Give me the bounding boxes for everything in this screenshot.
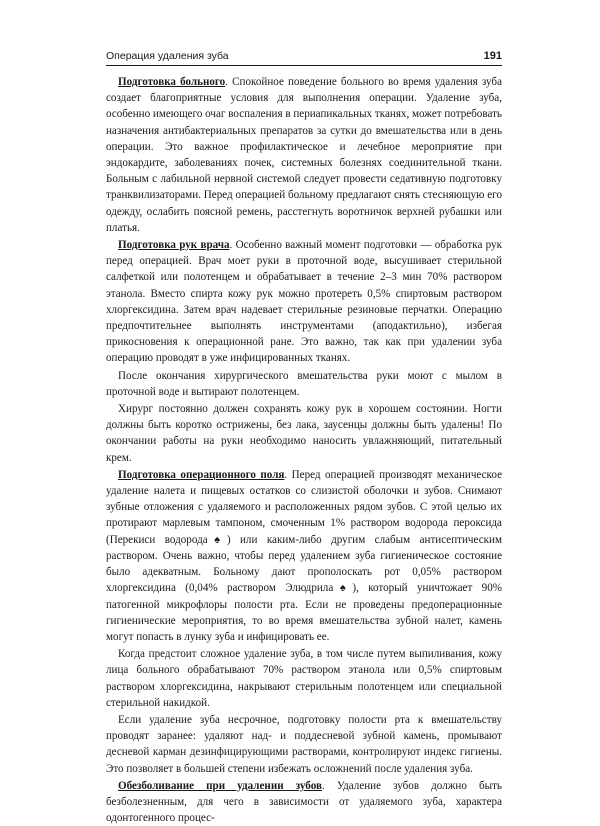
- paragraph-text: После окончания хирургического вмешательства руки моют с мылом в проточной воде и вытирают полотенцем.: [106, 369, 502, 398]
- paragraph-text: . Особенно важный момент подготовки — обработка рук перед операцией. Врач моет руки в проточной воде, высушивает стерильной салфеткой или полотенцем и обрабатывает в течение 2–3 мин 70% раствором этанола. Вместо спирта кожу рук можно протереть 0,5% спиртовым раствором хлоргексидина. Затем врач надевает стерильные резиновые перчатки. Операцию предпочтительнее выполнять инструментами (аподактильно), избегая прикосновения к операционной ране. Это важно, так как при удалении зуба операцию проводят в уже инфицированных тканях.: [106, 239, 502, 365]
- paragraph-patient-preparation: [106, 74, 502, 236]
- paragraph-text: Когда предстоит сложное удаление зуба, в том числе путем выпиливания, кожу лица больного обрабатывают 70% раствором этанола или 0,5% спиртовым раствором хлоргексидина, накрывают стерильным полотенцем или специальной стерильной накидкой.: [106, 648, 502, 709]
- paragraph-lead: Подготовка операционного поля: [118, 468, 285, 481]
- paragraph-field-preparation: [106, 467, 502, 645]
- paragraph-text: . Перед операцией производят механическое удаление налета и пищевых остатков со слизистой оболочки и зубов. Снимают зубные отложения с удаляемого и расположенных рядом зубов. С этой целью их протирают марлевым тампоном, смоченным 1% раствором водорода пероксида (Перекиси водорода♠) или каким-либо другим слабым антисептическим раствором. Очень важно, чтобы перед удалением зуба гигиеническое состояние было адекватным. Больному дают прополоскать рот 0,05% раствором хлоргексидина (0,04% раствором Элюдрила♠), который уничтожает 90% патогенной микрофлоры полости рта. Если не проведены предоперационные гигиенические мероприятия, то во время вмешательства зубной налет, камень могут попасть в лунку зуба и инфицировать ее.: [106, 468, 502, 643]
- paragraph-hand-preparation: [106, 237, 502, 367]
- page-body: [106, 74, 502, 826]
- paragraph-text: Если удаление зуба несрочное, подготовку полости рта к вмешательству проводят заранее: удаляют над- и поддесневой зубной камень, промывают десневой карман дезинфицирующими растворами, контролируют индекс гигиены. Это позволяет в большей степени избежать осложнений после удаления зуба.: [106, 713, 502, 775]
- paragraph-lead: Обезболивание при удалении зубов: [118, 779, 322, 792]
- paragraph-complex-extraction: [106, 646, 502, 711]
- paragraph-lead: Подготовка больного: [118, 76, 226, 88]
- paragraph-text: . Спокойное поведение больного во время удаления зуба создает благоприятные условия для выполнения операции. Удаление зуба, особенно имеющего очаг воспаления в периапикальных тканях, может потребовать назначения антибактериальных препаратов за сутки до вмешательства или в день операции. Это важное профилактическое и лечебное мероприятие при эндокардите, заболеваниях почек, системных болезнях соединительной ткани. Больным с лабильной нервной системой следует провести седативную подготовку транквилизаторами. Перед операцией больному предлагают снять стесняющую его одежду, ослабить поясной ремень, расстегнуть воротничок верхней рубашки или платья.: [106, 76, 502, 234]
- paragraph-skin-care: [106, 401, 502, 466]
- running-title: Операция удаления зуба: [106, 50, 229, 62]
- paragraph-text: Хирург постоянно должен сохранять кожу рук в хорошем состоянии. Ногти должны быть коротко острижены, без лака, заусенцы должны быть удалены! По окончании работы на руки необходимо наносить увлажняющий, питательный крем.: [106, 403, 502, 464]
- paragraph-lead: Подготовка рук врача: [118, 239, 230, 252]
- paragraph-anesthesia: [106, 778, 502, 826]
- paragraph-non-urgent: [106, 712, 502, 777]
- running-header: [106, 50, 502, 66]
- paragraph-text: . Удаление зубов должно быть безболезненным, для чего в зависимости от удаляемого зуба, характера одонтогенного процес-: [106, 779, 502, 825]
- paragraph-after-surgery: [106, 368, 502, 400]
- page-number: 191: [483, 50, 502, 62]
